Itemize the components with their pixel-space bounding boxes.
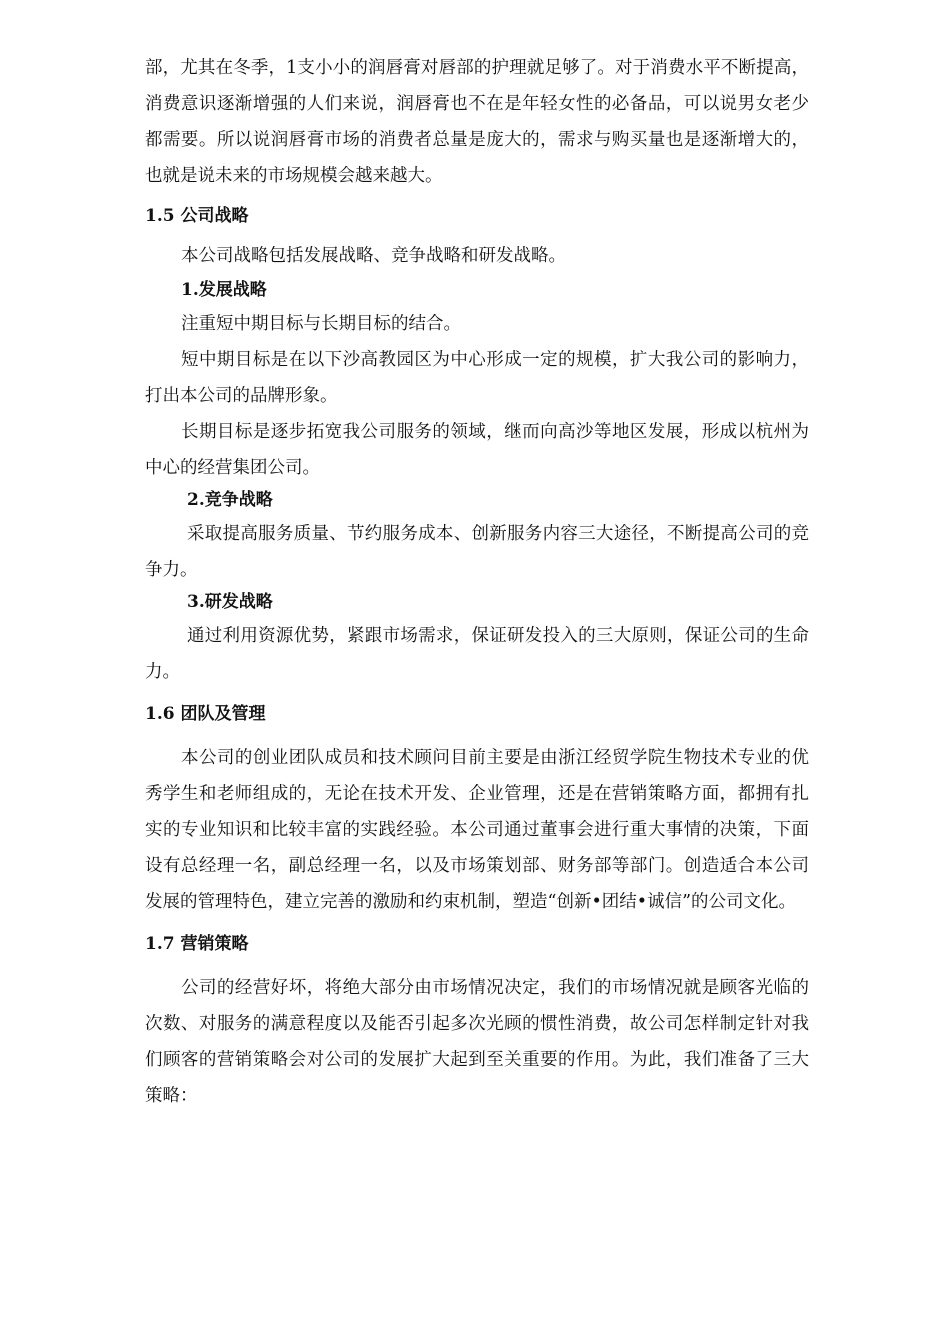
document-page — [145, 48, 809, 1114]
paragraph-rnd-1: 通过利用资源优势，紧跟市场需求，保证研发投入的三大原则，保证公司的生命力。 — [145, 626, 809, 682]
section-title-1-6: 1.6 团队及管理 — [145, 704, 266, 724]
section-title-1-5: 1.5 公司战略 — [145, 206, 249, 226]
subsection-title-development: 1.发展战略 — [181, 280, 267, 300]
section-title-1-7: 1.7 营销策略 — [145, 934, 249, 954]
paragraph-intro-continued: 部，尤其在冬季，1支小小的润唇膏对唇部的护理就足够了。对于消费水平不断提高，消费意识逐渐增强的人们来说，润唇膏也不在是年轻女性的必备品，可以说男女老少都需要。所以说润唇膏市场的消费者总量是庞大的，需求与购买量也是逐渐增大的，也就是说未来的市场规模会越来越大。 — [145, 58, 809, 186]
paragraph-development-2: 短中期目标是在以下沙高教园区为中心形成一定的规模，扩大我公司的影响力，打出本公司的品牌形象。 — [145, 350, 809, 406]
subsection-title-rnd: 3.研发战略 — [187, 592, 273, 612]
paragraph-marketing: 公司的经营好坏，将绝大部分由市场情况决定，我们的市场情况就是顾客光临的次数、对服务的满意程度以及能否引起多次光顾的惯性消费，故公司怎样制定针对我们顾客的营销策略会对公司的发展扩大起到至关重要的作用。为此，我们准备了三大策略： — [145, 978, 809, 1106]
subsection-title-competition: 2.竞争战略 — [187, 490, 273, 510]
paragraph-development-3: 长期目标是逐步拓宽我公司服务的领域，继而向高沙等地区发展，形成以杭州为中心的经营集团公司。 — [145, 422, 809, 478]
paragraph-development-1: 注重短中期目标与长期目标的结合。 — [181, 314, 461, 334]
paragraph-team-management: 本公司的创业团队成员和技术顾问目前主要是由浙江经贸学院生物技术专业的优秀学生和老师组成的，无论在技术开发、企业管理，还是在营销策略方面，都拥有扎实的专业知识和比较丰富的实践经验。本公司通过董事会进行重大事情的决策，下面设有总经理一名，副总经理一名，以及市场策划部、财务部等部门。创造适合本公司发展的管理特色，建立完善的激励和约束机制，塑造“创新•团结•诚信”的公司文化。 — [145, 748, 809, 912]
paragraph-strategy-intro: 本公司战略包括发展战略、竞争战略和研发战略。 — [181, 246, 566, 266]
paragraph-competition-1: 采取提高服务质量、节约服务成本、创新服务内容三大途径，不断提高公司的竞争力。 — [145, 524, 809, 580]
